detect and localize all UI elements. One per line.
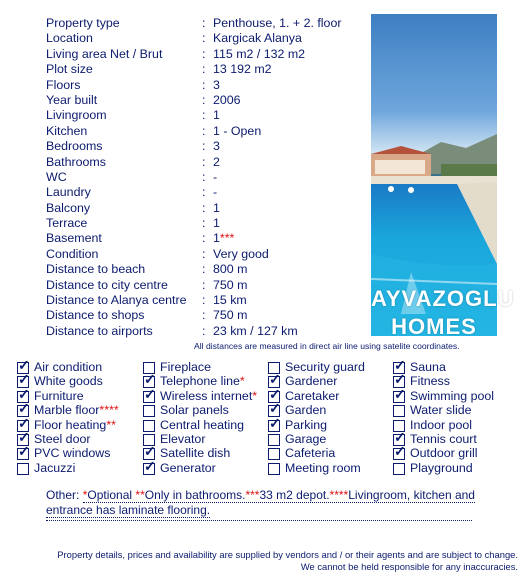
disclaimer-line2: We cannot be held responsible for any inaccuracies.	[300, 561, 518, 572]
spec-value: 750 m	[213, 308, 248, 323]
amenity-label: Air condition	[34, 360, 103, 374]
spec-colon: :	[202, 169, 206, 184]
other-notes	[46, 488, 486, 518]
spec-label: Year built	[46, 92, 98, 107]
spec-row	[46, 231, 366, 246]
footnote-mark: ***	[245, 488, 260, 502]
spec-label: Basement	[46, 231, 102, 246]
amenity-checkbox[interactable]	[268, 448, 280, 460]
amenity-checkbox[interactable]	[17, 448, 29, 460]
spec-row	[46, 78, 366, 93]
spec-label: Distance to shops	[46, 308, 145, 323]
amenity-checkbox[interactable]	[268, 463, 280, 475]
amenity-label: Garden	[285, 403, 327, 418]
amenity-label: Solar panels	[160, 403, 229, 418]
spec-label: Kitchen	[46, 123, 88, 138]
footnote-mark: ****	[99, 403, 119, 418]
spec-label: Distance to airports	[46, 323, 153, 338]
amenity-label: Floor heating**	[34, 417, 116, 432]
spec-row	[46, 31, 366, 46]
footnote-mark: **	[106, 417, 116, 432]
amenity-label: Central heating	[160, 417, 245, 432]
spec-colon: :	[202, 31, 206, 46]
spec-label: Laundry	[46, 185, 91, 200]
spec-colon: :	[202, 108, 206, 123]
amenity-label: Telephone line*	[160, 374, 245, 389]
amenity-label: Meeting room	[285, 460, 361, 475]
spec-value: 800 m	[213, 262, 248, 277]
spec-label: Terrace	[46, 216, 88, 231]
spec-row	[46, 170, 366, 185]
amenity-label: Satellite dish	[160, 446, 231, 461]
footnote-mark: ***	[219, 231, 235, 246]
amenity-checkbox[interactable]	[143, 420, 155, 432]
spec-row	[46, 62, 366, 77]
spec-row	[46, 308, 366, 323]
spec-row	[46, 278, 366, 293]
amenity-label: Parking	[285, 417, 328, 432]
spec-value: Very good	[213, 246, 269, 261]
spec-row	[46, 155, 366, 170]
spec-colon: :	[202, 308, 206, 323]
amenity-label: Generator	[160, 460, 216, 475]
spec-label: Balcony	[46, 200, 91, 215]
spec-row	[46, 93, 366, 108]
amenity-label: Tennis court	[410, 431, 477, 446]
spec-row	[46, 262, 366, 277]
amenity-checkbox[interactable]	[393, 448, 405, 460]
amenity-checkbox[interactable]	[143, 463, 155, 475]
spec-value: 3	[213, 139, 220, 154]
spec-label: Floors	[46, 77, 81, 92]
spec-row	[46, 247, 366, 262]
other-note-text: 33 m2 depot.	[259, 488, 330, 502]
disclaimer-line1: Property details, prices and availability are supplied by vendors and / or their agents and are subject to change.	[57, 549, 518, 560]
spec-value: Kargicak Alanya	[213, 31, 302, 46]
disclaimer	[0, 549, 518, 573]
other-note-text: Livingroom, kitchen and entrance has laminate flooring.	[46, 488, 475, 517]
footnote-mark: ****	[329, 488, 349, 502]
footnote-mark: **	[135, 488, 145, 502]
amenity-label: Jacuzzi	[34, 460, 76, 475]
footnote-mark: *	[239, 374, 245, 389]
spec-label: Livingroom	[46, 108, 107, 123]
spec-row	[46, 108, 366, 123]
amenity-label: Gardener	[285, 374, 338, 389]
amenity-label: Security guard	[285, 360, 365, 374]
amenity-label: Playground	[410, 460, 473, 475]
spec-label: Bedrooms	[46, 139, 103, 154]
amenity-label: Fitness	[410, 374, 450, 389]
amenity-label: White goods	[34, 374, 103, 389]
spec-label: Distance to beach	[46, 262, 146, 277]
spec-label: Distance to Alanya centre	[46, 293, 187, 308]
amenity-label: Fireplace	[160, 360, 211, 374]
spec-value: -	[213, 169, 218, 184]
spec-row	[46, 185, 366, 200]
amenity-checkbox[interactable]	[143, 391, 155, 403]
amenity-label: Marble floor****	[34, 403, 119, 418]
amenity-checkbox[interactable]	[393, 391, 405, 403]
spec-value: 2006	[213, 92, 241, 107]
spec-colon: :	[202, 77, 206, 92]
spec-colon: :	[202, 231, 206, 246]
spec-colon: :	[202, 92, 206, 107]
amenity-label: Sauna	[410, 360, 446, 374]
spec-row	[46, 324, 366, 339]
spec-row	[46, 47, 366, 62]
amenity-checkbox[interactable]	[268, 420, 280, 432]
spec-value: 1	[213, 216, 220, 231]
amenity-checkbox[interactable]	[143, 405, 155, 417]
spec-row	[46, 293, 366, 308]
amenity-checkbox[interactable]	[393, 405, 405, 417]
spec-value: 2	[213, 154, 220, 169]
spec-value: -	[213, 185, 218, 200]
spec-label: Location	[46, 31, 93, 46]
spec-colon: :	[202, 216, 206, 231]
spec-value: 13 192 m2	[213, 62, 272, 77]
amenity-label: Wireless internet*	[160, 388, 258, 403]
footnote-mark: *	[252, 388, 258, 403]
spec-value: 15 km	[213, 293, 247, 308]
spec-colon: :	[202, 293, 206, 308]
other-text	[46, 488, 475, 518]
spec-value: 1	[213, 108, 220, 123]
other-label: Other:	[46, 488, 80, 502]
amenity-label: Indoor pool	[410, 417, 473, 432]
amenity-label: Outdoor grill	[410, 446, 478, 461]
amenity-label: Furniture	[34, 388, 84, 403]
amenity-label: Cafeteria	[285, 446, 336, 461]
spec-colon: :	[202, 139, 206, 154]
spec-colon: :	[202, 262, 206, 277]
spec-row	[46, 124, 366, 139]
spec-label: Plot size	[46, 62, 93, 77]
amenity-label: PVC windows	[34, 446, 111, 461]
spec-colon: :	[202, 154, 206, 169]
spec-row	[46, 139, 366, 154]
other-note-text: Only in bathrooms.	[144, 488, 246, 502]
spec-value: 1 - Open	[213, 123, 262, 138]
amenity-label: Steel door	[34, 431, 91, 446]
spec-label: Distance to city centre	[46, 277, 168, 292]
spec-label: Living area Net / Brut	[46, 46, 163, 61]
amenity-label: Swimming pool	[410, 388, 495, 403]
spec-value: 1***	[213, 231, 235, 246]
spec-value: 750 m	[213, 277, 248, 292]
spec-colon: :	[202, 277, 206, 292]
spec-colon: :	[202, 46, 206, 61]
spec-colon: :	[202, 16, 206, 30]
footnote-mark: *	[82, 488, 88, 502]
amenity-label: Water slide	[410, 403, 472, 418]
brand-line2: HOMES	[391, 314, 477, 339]
spec-colon: :	[202, 185, 206, 200]
property-specs	[46, 16, 366, 339]
spec-value: 115 m2 / 132 m2	[213, 46, 306, 61]
amenity-label: Garage	[285, 431, 327, 446]
spec-colon: :	[202, 246, 206, 261]
brand-line1: AYVAZOGLU	[371, 286, 515, 311]
spec-value: Penthouse, 1. + 2. floor	[213, 16, 342, 30]
property-photo	[371, 14, 515, 339]
distance-note: All distances are measured in direct air line using satelite coordinates.	[194, 341, 460, 351]
amenity-checkbox[interactable]	[17, 463, 29, 475]
spec-row	[46, 216, 366, 231]
spec-colon: :	[202, 200, 206, 215]
spec-row	[46, 16, 366, 31]
other-note-text: Optional	[87, 488, 136, 502]
spec-row	[46, 201, 366, 216]
amenity-checkbox[interactable]	[393, 463, 405, 475]
spec-label: Property type	[46, 16, 120, 30]
dotted-line	[46, 520, 472, 521]
spec-colon: :	[202, 62, 206, 77]
spec-label: WC	[46, 169, 67, 184]
spec-value: 1	[213, 200, 220, 215]
spec-value: 3	[213, 77, 220, 92]
amenity-label: Elevator	[160, 431, 206, 446]
amenity-label: Caretaker	[285, 388, 340, 403]
amenity-checkbox[interactable]	[268, 434, 280, 446]
spec-label: Bathrooms	[46, 154, 106, 169]
spec-value: 23 km / 127 km	[213, 323, 298, 338]
spec-label: Condition	[46, 246, 99, 261]
spec-colon: :	[202, 123, 206, 138]
spec-colon: :	[202, 323, 206, 338]
